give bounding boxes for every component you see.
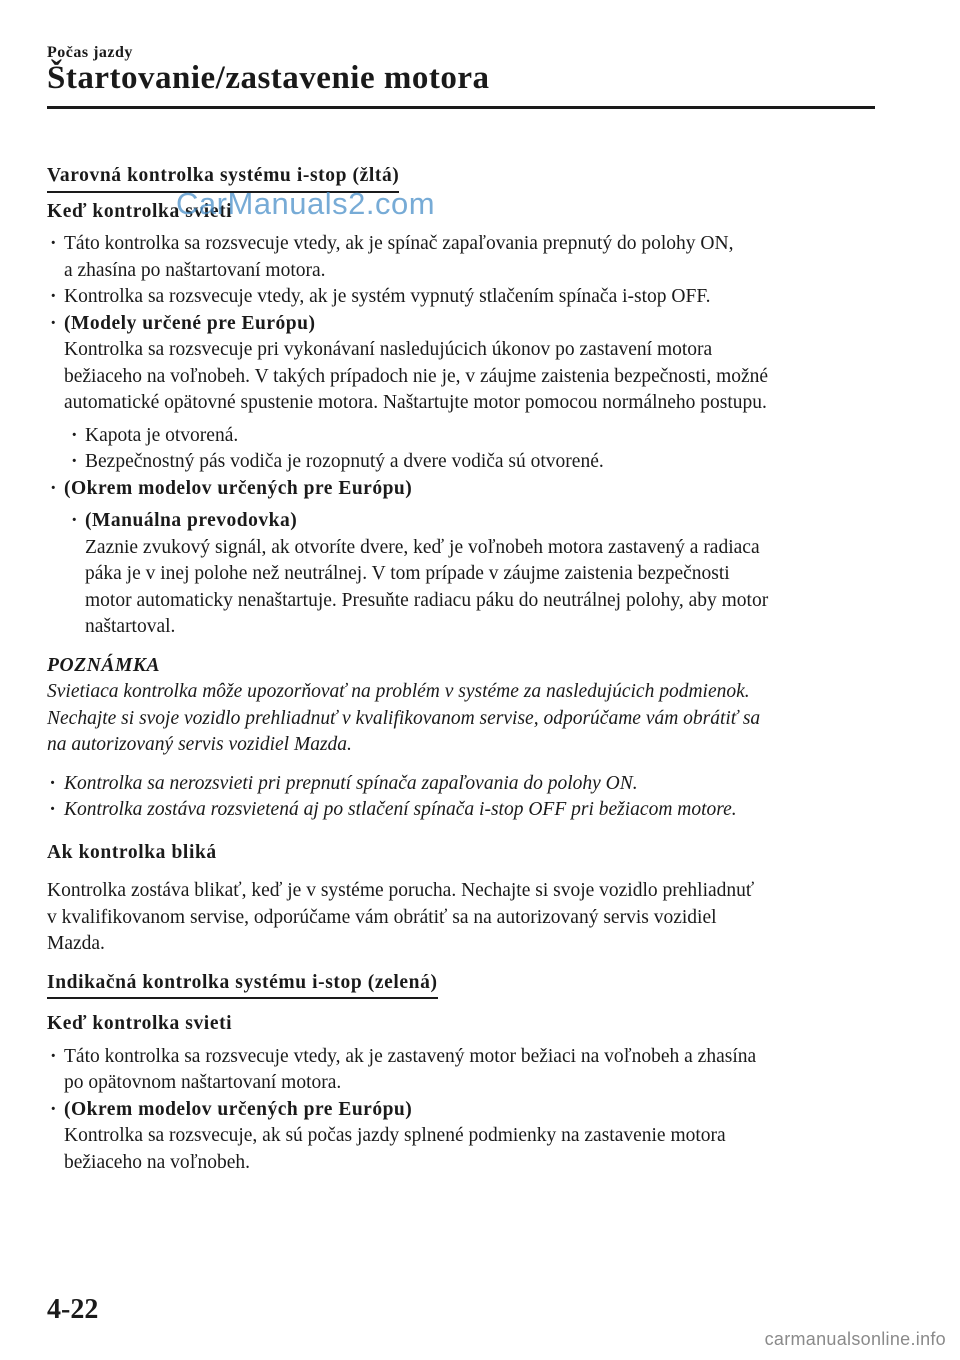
note-title: POZNÁMKA (47, 654, 161, 676)
blinking-heading: Ak kontrolka bliká (47, 841, 217, 863)
section-label: Počas jazdy (47, 44, 133, 61)
list-item: · Kontrolka sa nerozsvieti pri prepnutí spínača zapaľovania do polohy ON. (47, 771, 877, 798)
title-divider (47, 106, 875, 109)
list-item: · Kontrolka zostáva rozsvietená aj po stlačení spínača i-stop OFF pri bežiacom motore. (47, 797, 877, 824)
page-number: 4-22 (47, 1294, 99, 1325)
list-item: · Táto kontrolka sa rozsvecuje vtedy, ak je spínač zapaľovania prepnutý do polohy ON, a zhasína po naštartovaní motora. (47, 231, 877, 284)
warning-light-section (47, 163, 877, 641)
list-item: · (Modely určené pre Európu) Kontrolka sa rozsvecuje pri vykonávaní nasledujúcich úkonov po zastavení motora bežiaceho na voľnobeh. V takých prípadoch nie je, v záujme zaistenia bezpečnosti, možné automatické opätovné spustenie motora. Naštartujte motor pomocou normálneho postupu. (47, 311, 877, 417)
page-title: Štartovanie/zastavenie motora (47, 60, 490, 96)
page-content (47, 163, 877, 1176)
watermark-logo: CarManuals2.com (176, 186, 436, 221)
sub-list-item: · (Manuálna prevodovka) Zaznie zvukový signál, ak otvoríte dvere, keď je voľnobeh motora zastavený a radiaca páka je v inej polohe než neutrálnej. V tom prípade v záujme zaistenia bezpečnosti motor automaticky nenaštartuje. Presuňte radiacu páku do neutrálnej polohy, aby motor naštartoval. (47, 508, 877, 641)
indicator-when-on-heading: Keď kontrolka svieti (47, 1013, 233, 1034)
indicator-light-section (47, 970, 877, 1177)
footer-watermark: carmanualsonline.info (764, 1329, 946, 1349)
blinking-section: Ak kontrolka bliká Kontrolka zostáva blikať, keď je v systéme porucha. Nechajte si svoje vozidlo prehliadnuť v kvalifikovanom servise, odporúčame vám obrátiť sa na autorizovaný servis vozidiel Mazda. (47, 840, 877, 958)
indicator-light-heading: Indikačná kontrolka systému i-stop (zelená) (47, 970, 438, 1000)
sub-list-item: · Bezpečnostný pás vodiča je rozopnutý a dvere vodiča sú otvorené. (47, 449, 877, 476)
list-item: · Táto kontrolka sa rozsvecuje vtedy, ak je zastavený motor bežiaci na voľnobeh a zhasína po opätovnom naštartovaní motora. (47, 1044, 877, 1097)
list-item: · (Okrem modelov určených pre Európu) Kontrolka sa rozsvecuje, ak sú počas jazdy splnené podmienky na zastavenie motora bežiaceho na voľnobeh. (47, 1097, 877, 1177)
note-block: POZNÁMKA Svietiaca kontrolka môže upozorňovať na problém v systéme za nasledujúcich podmienok. Nechajte si svoje vozidlo prehliadnuť v kvalifikovanom servise, odporúčame vám obrátiť sa na autorizovaný servis vozidiel Mazda. · Kontrolka sa nerozsvieti pri prepnutí spínača zapaľovania do polohy ON. · Kontrolka zostáva rozsvietená aj po stlačení spínača i-stop OFF pri bežiacom motore. (47, 653, 877, 824)
warning-light-heading: Varovná kontrolka systému i-stop (žltá) (47, 163, 399, 193)
warning-when-on-heading: Keď kontrolka svieti (47, 200, 233, 222)
list-item: · (Okrem modelov určených pre Európu) (47, 476, 877, 503)
sub-list-item: · Kapota je otvorená. (47, 423, 877, 450)
list-item: · Kontrolka sa rozsvecuje vtedy, ak je systém vypnutý stlačením spínača i-stop OFF. (47, 284, 877, 311)
